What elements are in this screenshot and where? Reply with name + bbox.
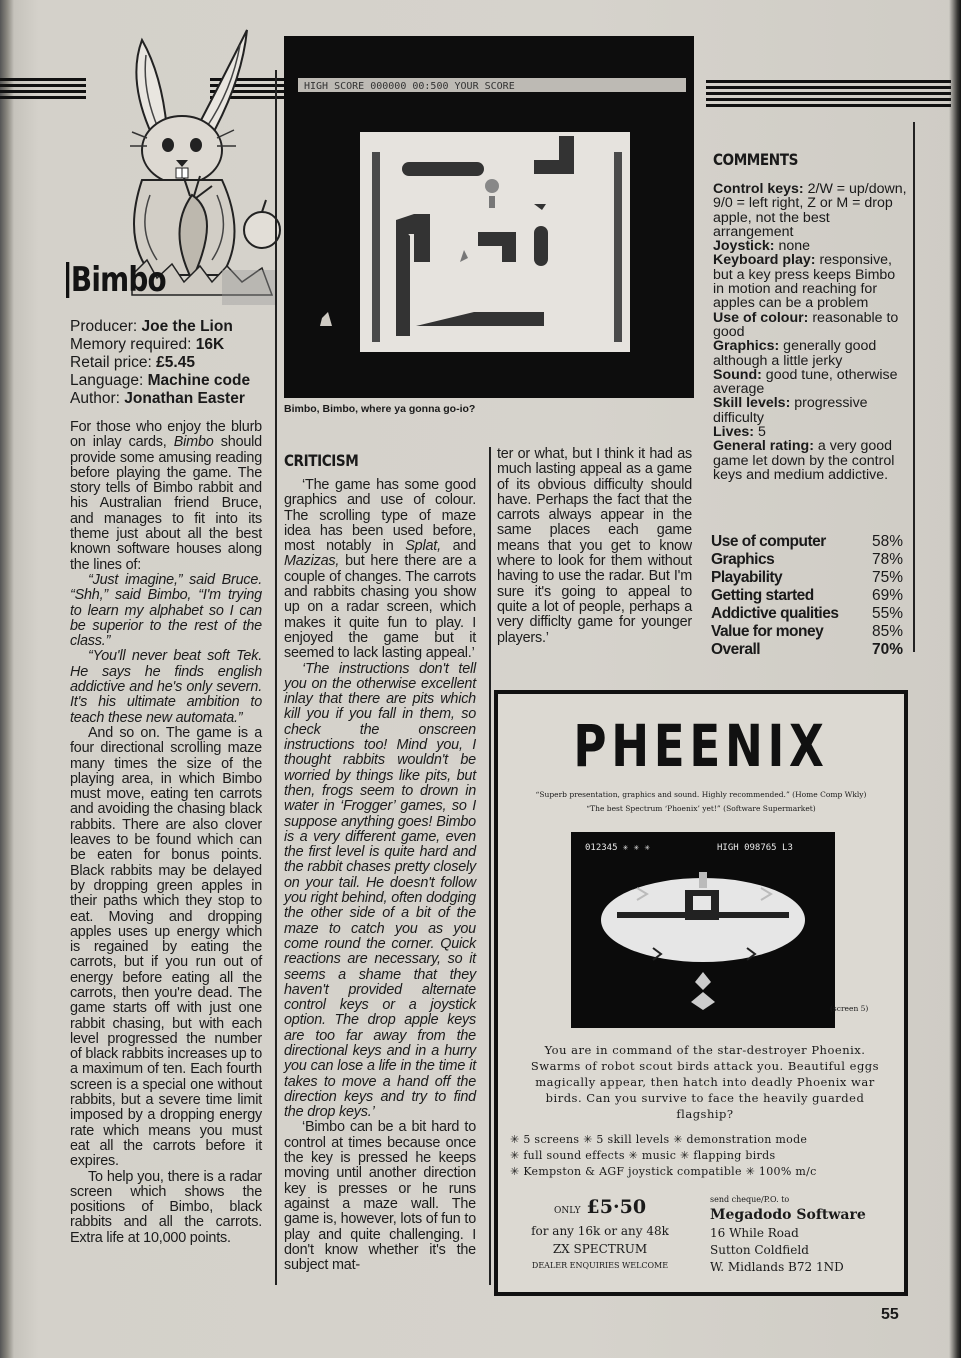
comment-value: 5 — [754, 424, 766, 441]
price-value: £5.45 — [156, 354, 195, 371]
producer-value: Joe the Lion — [141, 318, 233, 335]
memory-label: Memory required: — [70, 336, 196, 353]
game-screenshot — [284, 36, 694, 398]
criticism-text-e: but here there are a couple of changes. The carrots and rabbits chasing you show up on a radar screen, which makes it quite fun to play. I enjoyed the game but it seemed to lack lasting appeal.’ — [284, 553, 476, 662]
criticism-paragraph-4: ter or what, but I think it had as much lasting appeal as a game of its obvious difficulty should have. Perhaps the fact that the carrots always appear in the same places each game means that you get to know where to look for them without having to use the radar. But I'm sure it's going to appeal to quite a lot of people, perhaps a very difficlty game for younger players.’ — [497, 446, 692, 646]
rating-row — [711, 551, 903, 569]
comment-skill-levels — [713, 396, 909, 425]
column-divider-3 — [913, 122, 915, 652]
ad-address-block — [710, 1194, 900, 1276]
criticism-text-d: Mazizas, — [284, 553, 340, 570]
comment-key: Lives: — [713, 424, 755, 441]
ad-title: PHEENIX — [573, 712, 829, 780]
criticism-paragraph-2: ‘The instructions don't tell you on the otherwise excellent inlay that there are pits which kill you if you fall in them, so check the onscreen instructions too! Mind you, I thought rabbits wouldn't be worried by things like pits, but then, frogs seem to drown in water in ‘Frogger’ games, so I suppose anything goes! Bimbo is a very different game, even the first level is quite hard and the rabbit chases pretty closely on your tail. He doesn't follow you right behind, often dodging the other side of a bit of the maze to catch you as you come round the corner. Quick reactions are necessary, so it seems a shame that they haven't provided alternate control keys or a joystick option. The drop apple keys are too far away from the directional keys and in a hurry you can lose a life in the time it takes to move a hand off the direction keys and try to find the drop keys.’ — [284, 660, 476, 1121]
comment-key: Use of colour: — [713, 309, 809, 326]
ad-screen-score: 012345 ✳ ✳ ✳ — [585, 843, 651, 853]
column-divider-1 — [275, 70, 277, 1285]
rating-label: Value for money — [711, 623, 824, 640]
comment-value: 2/W = up/down, 9/0 = left right, Z or M = drop apple, not the best arrangement — [713, 181, 907, 240]
criticism-text-a: ‘The game has some good graphics and use of colour. The scrolling type of maze idea has been used before, most notably in — [284, 477, 476, 555]
radar-paragraph: To help you, there is a radar screen which shows the positions of Bimbo, black rabbits and all the carrots. Extra life at 10,000 points. — [70, 1168, 262, 1246]
rating-row — [711, 533, 903, 551]
comment-value: reasonable to good — [713, 309, 899, 340]
ad-addr-line: 16 While Road — [710, 1226, 799, 1240]
rating-label: Use of computer — [711, 533, 826, 550]
pheenix-advertisement — [494, 690, 908, 1296]
criticism-paragraph-1 — [284, 478, 476, 662]
screenshot-hud-text: HIGH SCORE 000000 00:500 YOUR SCORE — [304, 81, 515, 92]
criticism-text-c: and — [440, 538, 476, 555]
game-screenshot-image — [284, 36, 694, 398]
ad-features-list — [510, 1132, 900, 1180]
review-title: Bimbo — [66, 262, 166, 298]
memory-line — [70, 336, 250, 354]
rating-label: Getting started — [711, 587, 814, 604]
header-stripes-right — [706, 80, 951, 110]
gutter-shadow — [0, 0, 14, 1358]
comment-use-of-colour — [713, 311, 909, 340]
comment-key: General rating: — [713, 438, 814, 455]
ad-screen-label: (screen 5) — [830, 1004, 869, 1013]
right-edge-shadow — [949, 0, 961, 1358]
ad-price-line — [510, 1196, 690, 1222]
body-column-3 — [497, 447, 692, 646]
intro-paragraph — [70, 420, 262, 573]
ad-feature-line: ✳ full sound effects ✳ music ✳ flapping birds — [510, 1149, 776, 1162]
body-column-1 — [70, 420, 262, 1246]
author-line — [70, 390, 250, 408]
comment-sound — [713, 368, 909, 397]
rating-value: 85% — [871, 623, 903, 640]
comment-control-keys — [713, 182, 909, 239]
price-label: Retail price: — [70, 354, 157, 371]
ad-price-line3: ZX SPECTRUM — [552, 1242, 648, 1256]
ad-price-block — [510, 1196, 690, 1274]
producer-label: Producer: — [70, 318, 142, 335]
ad-game-screen — [571, 832, 835, 1028]
criticism-text-b: Splat, — [405, 538, 441, 555]
rating-row — [711, 569, 903, 587]
language-label: Language: — [70, 372, 148, 389]
ad-company: Megadodo Software — [710, 1207, 866, 1223]
comment-general-rating — [713, 439, 909, 482]
rating-value: 70% — [871, 641, 903, 658]
intro-text-c: should provide some amusing reading before playing the game. The story tells of Bimbo rabbit and his Australian friend Bruce, and manages to fit into its theme just about all the best known software houses along the lines of: — [70, 434, 262, 573]
rating-value: 58% — [871, 533, 903, 550]
ad-game-screen-image — [571, 832, 835, 1028]
rating-value: 78% — [871, 551, 903, 568]
screenshot-caption: Bimbo, Bimbo, where ya gonna go-io? — [284, 403, 476, 415]
ad-send-note: send cheque/P.O. to — [710, 1195, 790, 1204]
criticism-paragraph-3: ‘Bimbo can be a bit hard to control at times because once the key is pressed he keeps moving until another direction key is presses or he runs against a maze wall. The game is, however, lots of fun to play and quite challenging. I don't know whether it's the subject mat- — [284, 1119, 476, 1274]
comment-value: none — [774, 238, 811, 255]
rating-row — [711, 623, 903, 641]
producer-line — [70, 318, 250, 336]
price-line — [70, 354, 250, 372]
author-value: Jonathan Easter — [124, 390, 245, 407]
rating-value: 75% — [871, 569, 903, 586]
ad-quote-2: “The best Spectrum ‘Phoenix’ yet!” (Software Supermarket) — [586, 804, 816, 813]
comment-key: Control keys: — [713, 181, 804, 197]
comments-panel — [713, 182, 909, 482]
author-label: Author: — [70, 390, 125, 407]
quote-paragraph-2: “You'll never beat soft Tek. He says he finds english addictive and he's only severn. It's his ultimate ambition to teach these new automata.” — [70, 648, 262, 726]
comment-key: Skill levels: — [713, 395, 791, 412]
comment-value: progressive difficulty — [713, 395, 868, 426]
quote-paragraph-1: “Just imagine,” said Bruce. “Shh,” said Bimbo, “I'm trying to learn my alphabet so I can be superior to the rest of the class.” — [70, 571, 262, 650]
comment-value: responsive, but a key press keeps Bimbo in motion and reaching for apples can be a problem — [713, 252, 896, 312]
ad-screen-high: HIGH 098765 L3 — [717, 843, 793, 853]
comment-key: Keyboard play: — [713, 252, 816, 269]
rating-row-overall — [711, 641, 903, 659]
comment-lives — [713, 425, 909, 439]
rating-value: 55% — [871, 605, 903, 622]
comment-graphics — [713, 339, 909, 368]
criticism-heading: CRITICISM — [284, 451, 359, 470]
comment-value: a very good game let down by the control keys and medium addictive. — [713, 438, 895, 483]
ad-feature-line: ✳ Kempston & AGF joystick compatible ✳ 100% m/c — [510, 1165, 817, 1178]
page-number: 55 — [881, 1306, 899, 1323]
comment-joystick — [713, 239, 909, 253]
intro-text-b: Bimbo — [173, 434, 214, 451]
review-info — [70, 318, 250, 408]
ad-dealer: DEALER ENQUIRIES WELCOME — [531, 1261, 669, 1270]
rating-label: Playability — [711, 569, 783, 586]
comment-value: good tune, otherwise average — [713, 366, 898, 398]
comment-keyboard-play — [713, 253, 909, 310]
comment-key: Joystick: — [713, 238, 775, 255]
column-divider-2 — [489, 447, 491, 1285]
language-value: Machine code — [147, 372, 251, 389]
comment-key: Sound: — [713, 366, 762, 383]
intro-text-a: For those who enjoy the blurb on inlay cards, — [70, 419, 262, 451]
ad-feature-line: ✳ 5 screens ✳ 5 skill levels ✳ demonstration mode — [510, 1133, 808, 1146]
rating-row — [711, 605, 903, 623]
comments-heading: COMMENTS — [713, 150, 798, 169]
ad-price: £5·50 — [586, 1196, 647, 1218]
language-line — [70, 372, 250, 390]
rating-row — [711, 587, 903, 605]
rating-label: Addictive qualities — [711, 605, 839, 622]
gameplay-paragraph: And so on. The game is a four directional scrolling maze many times the size of the playing area, in which Bimbo must move, eating ten carrots and avoiding the chasing black rabbits. There are also clover leaves to be found which can be eaten for bonus points. Black rabbits may be delayed by dropping green apples in their paths which they stop to eat. Moving and dropping apples uses up energy which is regained by eating the carrots, but if you run out of energy before eating all the carrots, then you're dead. The game starts off with just one rabbit chasing, but with each level progressed the number of black rabbits increases up to a maximum of ten. Each fourth screen is a special one without rabbits, but a severe time limit imposed by a dropping energy rate which means you must eat all the carrots before it expires. — [70, 724, 262, 1170]
ad-only-label: ONLY — [553, 1206, 581, 1216]
rating-value: 69% — [871, 587, 903, 604]
ad-addr-line: Sutton Coldfield — [710, 1243, 809, 1257]
memory-value: 16K — [195, 336, 225, 353]
comment-key: Graphics: — [713, 338, 780, 355]
ad-price-line2: for any 16k or any 48k — [531, 1224, 669, 1238]
rating-label: Graphics — [711, 551, 775, 568]
body-column-2 — [284, 478, 476, 1273]
rating-label: Overall — [711, 641, 761, 658]
ratings-table — [711, 533, 903, 659]
ad-quote-1: “Superb presentation, graphics and sound. Highly recommended.” (Home Comp Wkly) — [535, 790, 867, 799]
ad-addr-line: W. Midlands B72 1ND — [710, 1260, 844, 1274]
comment-value: generally good although a little jerky — [713, 338, 877, 369]
ad-body-text: You are in command of the star-destroyer Phoenix. Swarms of robot scout birds attack you. Beautiful eggs magically appear, then hatch into deadly Phoenix war birds. Can you survive to face the heavily guarded flagship? — [530, 1043, 880, 1121]
